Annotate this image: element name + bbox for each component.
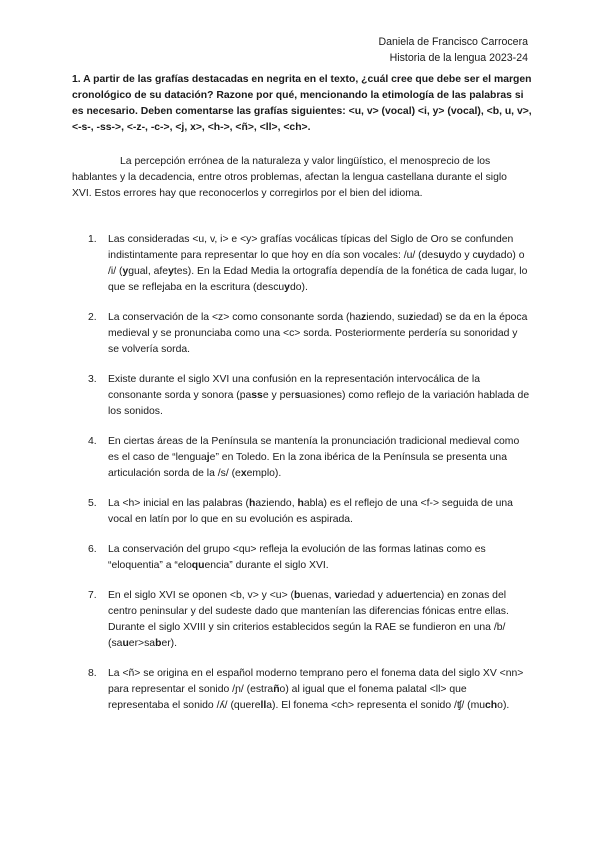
highlighted-grapheme: v <box>334 590 341 601</box>
list-item <box>90 232 530 296</box>
highlighted-grapheme: u <box>397 590 404 601</box>
list-item-number: 4. <box>88 436 97 447</box>
highlighted-grapheme: b <box>294 590 301 601</box>
list-item-number: 3. <box>88 374 97 385</box>
highlighted-grapheme: y <box>168 266 174 277</box>
highlighted-grapheme: ss <box>251 390 263 401</box>
list-item <box>90 310 530 358</box>
highlighted-grapheme: h <box>297 498 304 509</box>
list-item-number: 1. <box>88 234 97 245</box>
list-item-text: er>sa <box>128 638 156 649</box>
highlighted-grapheme: u <box>477 250 485 261</box>
list-item-text: do). <box>289 282 308 293</box>
list-item-text: En ciertas áreas de la Península se mantenía la pronunciación tradicional medieval como es el caso de “lengua <box>108 436 520 463</box>
list-item-text: La conservación del grupo <qu> refleja la evolución de las formas latinas como es “eloquentia” a “elo <box>108 544 486 571</box>
list-item-text: emplo). <box>246 468 282 479</box>
highlighted-grapheme: y <box>284 282 290 293</box>
list-item-text: uenas, <box>300 590 335 601</box>
highlighted-grapheme: qu <box>191 560 205 571</box>
list-item-text: ertencia) en zonas del centro peninsular y del sudeste dado que mantenían las diferencias fónicas entre ellas. Durante el siglo XVIII y sin criterios establecidos según la RAE se fundieron en una /b/ (sa <box>108 590 509 649</box>
list-item <box>90 588 530 652</box>
list-item-text: Existe durante el siglo XVI una confusión en la representación intervocálica de la consonante sorda y sonora (pa <box>108 374 480 401</box>
highlighted-grapheme: z <box>408 312 414 323</box>
course-name: Historia de la lengua 2023-24 <box>389 52 528 64</box>
highlighted-grapheme: ch <box>485 700 498 711</box>
highlighted-grapheme: y <box>122 266 129 277</box>
highlighted-grapheme: j <box>206 452 210 463</box>
list-item-text: a). El fonema <ch> representa el sonido /ʧ/ (mu <box>266 700 486 711</box>
highlighted-grapheme: x <box>240 468 247 479</box>
list-item-text: tes). En la Edad Media la ortografía dependía de la fonética de cada lugar, lo que se reflejaba en la escritura (descu <box>108 266 528 293</box>
highlighted-grapheme: s <box>294 390 301 401</box>
highlighted-grapheme: b <box>155 638 162 649</box>
intro-paragraph: La percepción errónea de la naturaleza y valor lingüístico, el menosprecio de los hablantes y la decadencia, entre otros problemas, afectan la lengua castellana durante el siglo XVI. Estos errores hay que reconocerlos y corregirlos por el bien del idioma. <box>72 156 507 200</box>
document-header <box>378 34 528 66</box>
highlighted-grapheme: u <box>122 638 129 649</box>
list-item-text: La conservación de la <z> como consonante sorda (ha <box>108 312 361 323</box>
highlighted-grapheme: ñ <box>273 684 280 695</box>
list-item-number: 8. <box>88 668 97 679</box>
list-item <box>90 496 530 528</box>
list-item-text: La <h> inicial en las palabras ( <box>108 498 249 509</box>
list-item-text: er). <box>161 638 178 649</box>
list-item-text: En el siglo XVI se oponen <b, v> y <u> ( <box>108 590 294 601</box>
list-item-number: 2. <box>88 312 97 323</box>
author-name: Daniela de Francisco Carrocera <box>378 36 528 48</box>
list-item-text: iedad) se da en la época medieval y se pronunciaba como una <c> sorda. Posteriormente perdería su sonoridad y se volvería sorda. <box>108 312 528 355</box>
list-item-number: 6. <box>88 544 97 555</box>
highlighted-grapheme: h <box>248 498 256 509</box>
list-item-number: 5. <box>88 498 97 509</box>
list-item-text: encia” durante el siglo XVI. <box>204 560 329 571</box>
list-item-text: ydo y c <box>444 250 478 261</box>
question-heading <box>72 72 534 136</box>
list-item-text: o) al igual que el fonema palatal <ll> que representaba el sonido /ʎ/ (quere <box>108 684 467 711</box>
list-item-text: Las consideradas <u, v, i> e <y> grafías vocálicas típicas del Siglo de Oro se confunden indistintamente para representar lo que hoy en día son vocales: /u/ (des <box>108 234 514 261</box>
highlighted-grapheme: ll <box>260 700 267 711</box>
list-item-text: gual, afe <box>128 266 169 277</box>
list-item-text: o). <box>497 700 510 711</box>
list-item <box>90 372 530 420</box>
list-item <box>90 666 530 714</box>
list-item-text: uasiones) como reflejo de la variación hablada de los sonidos. <box>108 390 530 417</box>
highlighted-grapheme: u <box>438 250 445 261</box>
list-item-text: ydado) o /i/ ( <box>108 250 525 277</box>
list-item-text: ariedad y ad <box>340 590 398 601</box>
list-item-number: 7. <box>88 590 97 601</box>
list-item-text: La <ñ> se origina en el español moderno temprano pero el fonema data del siglo XV <nn> para representar el sonido /ɲ/ (estra <box>108 668 524 695</box>
list-item-text: e” en Toledo. En la zona ibérica de la Península se presenta una articulación sorda de la /s/ (e <box>108 452 507 479</box>
answer-list <box>90 232 530 728</box>
list-item-text: abla) es el reflejo de una <f-> seguida de una vocal en latín por lo que en su evolución es aspirada. <box>108 498 513 525</box>
list-item-text: iendo, su <box>366 312 409 323</box>
highlighted-grapheme: z <box>361 312 367 323</box>
list-item <box>90 542 530 574</box>
list-item-text: e y per <box>262 390 295 401</box>
list-item <box>90 434 530 482</box>
question-number: 1 <box>72 74 78 85</box>
list-item-text: aziendo, <box>255 498 298 509</box>
question-text: . A partir de las grafías destacadas en negrita en el texto, ¿cuál cree que debe ser el margen cronológico de su datación? Razone por qué, mencionando la etimología de las palabras si es necesario. Deben comentarse las grafías siguientes: <u, v> (vocal) <i, y> (vocal), <b, u, v>, <-s-, -ss->, <-z-, -c->, <j, x>, <h->, <ñ>, <ll>, <ch>. <box>72 74 532 133</box>
